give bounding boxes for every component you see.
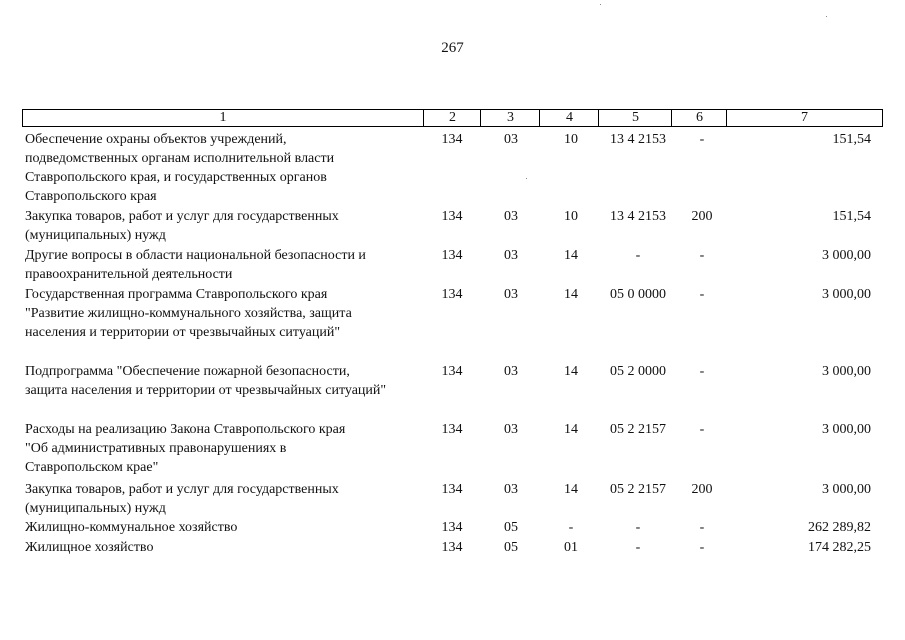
target-item-code: 05 2 0000 (610, 364, 666, 379)
subsection-code: 10 (564, 132, 578, 147)
row-name (25, 207, 430, 245)
ministry-code: 134 (441, 540, 463, 555)
page-number: 267 (441, 40, 464, 56)
amount: 174 282,25 (808, 540, 871, 555)
row-name (25, 518, 430, 537)
target-item-code: - (635, 248, 641, 263)
row-name-line: подведомственных органам исполнительной власти (25, 151, 335, 166)
section-code: 05 (504, 540, 518, 555)
subsection-code: 01 (564, 540, 578, 555)
ministry-code: 134 (441, 364, 463, 379)
expense-type-code: - (699, 540, 705, 555)
amount: 151,54 (832, 132, 871, 147)
row-name-line: (муниципальных) нужд (25, 228, 166, 243)
row-name (25, 538, 430, 557)
column-header-2: 2 (423, 110, 481, 126)
subsection-code: 14 (564, 482, 578, 497)
section-code: 03 (504, 209, 518, 224)
ministry-code: 134 (441, 422, 463, 437)
ministry-code: 134 (441, 482, 463, 497)
row-name-line: Ставропольском крае" (25, 460, 159, 475)
amount: 3 000,00 (822, 422, 871, 437)
ministry-code: 134 (441, 520, 463, 535)
section-code: 03 (504, 287, 518, 302)
row-name-line: Ставропольского края, и государственных органов (25, 170, 327, 185)
expense-type-code: - (699, 248, 705, 263)
row-name (25, 362, 430, 400)
subsection-code: 10 (564, 209, 578, 224)
row-name-line: Закупка товаров, работ и услуг для государственных (25, 482, 339, 497)
expense-type-code: - (699, 287, 705, 302)
row-name-line: Подпрограмма "Обеспечение пожарной безопасности, (25, 364, 350, 379)
target-item-code: 05 2 2157 (610, 482, 666, 497)
expense-type-code: - (699, 520, 705, 535)
row-name-line: "Об административных правонарушениях в (25, 441, 287, 456)
column-header-6: 6 (671, 110, 727, 126)
expense-type-code: 200 (691, 209, 713, 224)
amount: 3 000,00 (822, 364, 871, 379)
scan-speck (526, 178, 527, 179)
column-header-4: 4 (539, 110, 599, 126)
row-name-line: Расходы на реализацию Закона Ставропольского края (25, 422, 346, 437)
ministry-code: 134 (441, 287, 463, 302)
expense-type-code: - (699, 422, 705, 437)
row-name (25, 246, 430, 284)
row-name-line: Обеспечение охраны объектов учреждений, (25, 132, 287, 147)
amount: 262 289,82 (808, 520, 871, 535)
amount: 3 000,00 (822, 248, 871, 263)
scan-speck (600, 4, 601, 5)
target-item-code: - (635, 520, 641, 535)
row-name-line: Государственная программа Ставропольского края (25, 287, 328, 302)
section-code: 03 (504, 422, 518, 437)
ministry-code: 134 (441, 248, 463, 263)
row-name-line: Закупка товаров, работ и услуг для государственных (25, 209, 339, 224)
ministry-code: 134 (441, 132, 463, 147)
row-name-line: правоохранительной деятельности (25, 267, 233, 282)
row-name-line: (муниципальных) нужд (25, 501, 166, 516)
column-header-3: 3 (480, 110, 540, 126)
row-name (25, 130, 430, 206)
section-code: 03 (504, 132, 518, 147)
section-code: 03 (504, 248, 518, 263)
ministry-code: 134 (441, 209, 463, 224)
target-item-code: 13 4 2153 (610, 132, 666, 147)
row-name-line: защита населения и территории от чрезвычайных ситуаций" (25, 383, 387, 398)
scan-speck (826, 16, 827, 17)
row-name (25, 420, 430, 477)
subsection-code: 14 (564, 364, 578, 379)
subsection-code: 14 (564, 287, 578, 302)
amount: 151,54 (832, 209, 871, 224)
table-header (22, 109, 883, 127)
row-name-line: населения и территории от чрезвычайных ситуаций" (25, 325, 341, 340)
subsection-code: - (568, 520, 574, 535)
target-item-code: 13 4 2153 (610, 209, 666, 224)
row-name-line: "Развитие жилищно-коммунального хозяйства, защита (25, 306, 352, 321)
column-header-5: 5 (598, 110, 672, 126)
target-item-code: - (635, 540, 641, 555)
subsection-code: 14 (564, 248, 578, 263)
expense-type-code: - (699, 132, 705, 147)
section-code: 05 (504, 520, 518, 535)
target-item-code: 05 0 0000 (610, 287, 666, 302)
target-item-code: 05 2 2157 (610, 422, 666, 437)
expense-type-code: 200 (691, 482, 713, 497)
row-name-line: Жилищно-коммунальное хозяйство (25, 520, 238, 535)
amount: 3 000,00 (822, 287, 871, 302)
subsection-code: 14 (564, 422, 578, 437)
column-header-1: 1 (219, 110, 227, 125)
row-name (25, 285, 430, 342)
row-name (25, 480, 430, 518)
expense-type-code: - (699, 364, 705, 379)
row-name-line: Другие вопросы в области национальной безопасности и (25, 248, 366, 263)
amount: 3 000,00 (822, 482, 871, 497)
section-code: 03 (504, 364, 518, 379)
column-header-7: 7 (726, 110, 882, 126)
row-name-line: Жилищное хозяйство (25, 540, 154, 555)
row-name-line: Ставропольского края (25, 189, 157, 204)
section-code: 03 (504, 482, 518, 497)
